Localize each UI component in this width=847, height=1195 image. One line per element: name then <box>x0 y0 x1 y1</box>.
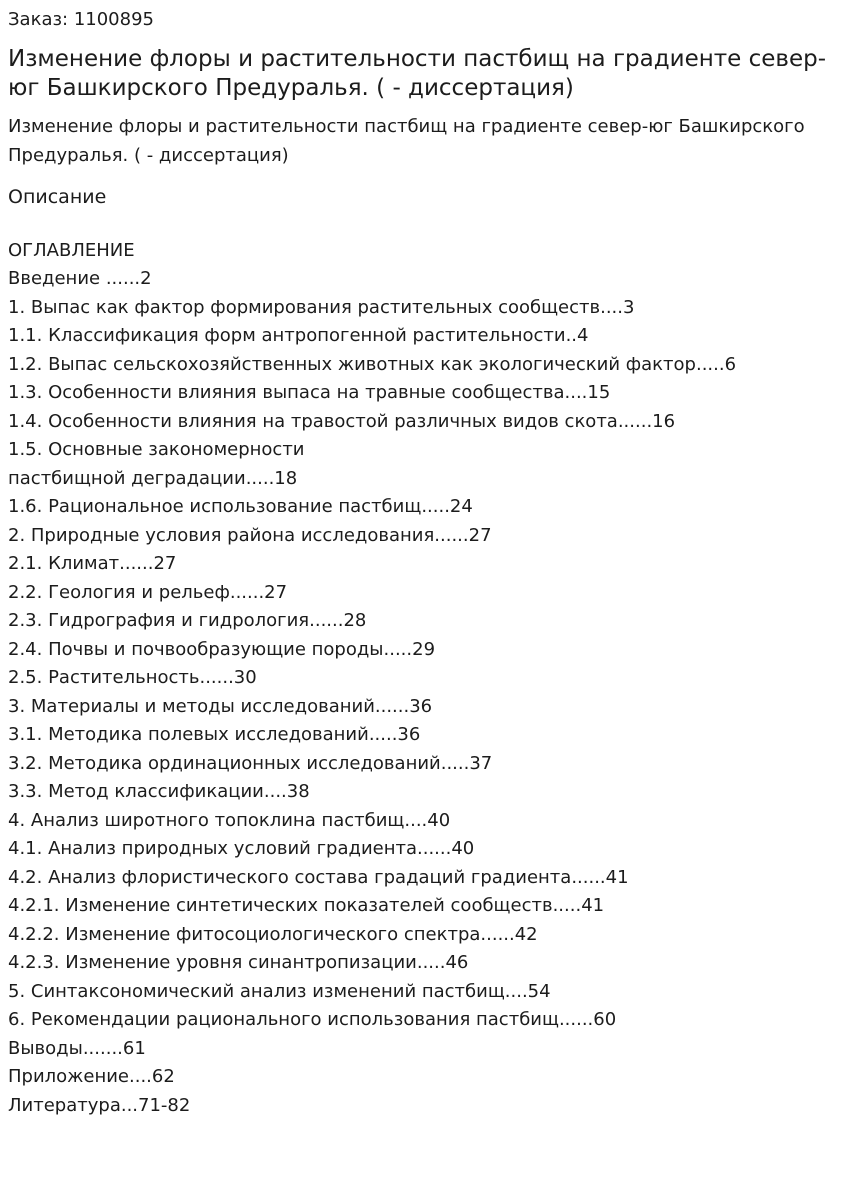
toc-item: 1.1. Классификация форм антропогенной растительности..4 <box>8 325 589 346</box>
toc-item: пастбищной деградации.....18 <box>8 467 298 489</box>
toc-item: 3.3. Метод классификации....38 <box>8 781 310 802</box>
toc-item: 2.1. Климат......27 <box>8 553 177 574</box>
toc-item: 4.2. Анализ флористического состава градаций градиента......41 <box>8 866 629 888</box>
toc-heading: ОГЛАВЛЕНИЕ <box>8 240 135 261</box>
toc-item: 2.4. Почвы и почвообразующие породы.....29 <box>8 638 436 660</box>
toc-item: 1.2. Выпас сельскохозяйственных животных как экологический фактор.....6 <box>8 353 737 375</box>
toc-item: 1.3. Особенности влияния выпаса на травные сообщества....15 <box>8 382 611 403</box>
page-subtitle: Изменение флоры и растительности пастбищ на градиенте север-юг Башкирского Предуралья. ( - диссертация) <box>8 116 805 166</box>
toc-item: Выводы.......61 <box>8 1037 146 1059</box>
description-heading: Описание <box>8 186 107 208</box>
toc-item: 1.6. Рациональное использование пастбищ.....24 <box>8 496 473 517</box>
toc-item: 6. Рекомендации рационального использования пастбищ......60 <box>8 1009 617 1030</box>
toc-item: 1.5. Основные закономерности <box>8 439 305 460</box>
toc-item: 4.2.1. Изменение синтетических показателей сообществ.....41 <box>8 895 605 916</box>
toc-item: 2. Природные условия района исследования......27 <box>8 524 492 546</box>
toc-item: Литература...71-82 <box>8 1094 191 1116</box>
toc-item: 1. Выпас как фактор формирования растительных сообществ....3 <box>8 296 635 318</box>
toc-item: 2.2. Геология и рельеф......27 <box>8 581 288 603</box>
toc-item: 2.5. Растительность......30 <box>8 667 257 688</box>
table-of-contents <box>8 265 839 1120</box>
toc-item: 3.1. Методика полевых исследований.....36 <box>8 724 421 745</box>
page-title: Изменение флоры и растительности пастбищ на градиенте север-юг Башкирского Предуралья. ( - диссертация) <box>8 46 827 101</box>
toc-item: 1.4. Особенности влияния на травостой различных видов скота......16 <box>8 410 676 432</box>
toc-item: 3. Материалы и методы исследований......36 <box>8 695 433 717</box>
toc-item: Введение ......2 <box>8 268 152 289</box>
toc-item: 4.2.3. Изменение уровня синантропизации.....46 <box>8 952 469 973</box>
toc-item: 4. Анализ широтного топоклина пастбищ....40 <box>8 809 451 831</box>
toc-item: 2.3. Гидрография и гидрология......28 <box>8 610 367 631</box>
toc-item: 5. Синтаксономический анализ изменений пастбищ....54 <box>8 980 551 1002</box>
toc-item: 3.2. Методика ординационных исследований.....37 <box>8 752 493 774</box>
toc-item: 4.1. Анализ природных условий градиента......40 <box>8 838 475 859</box>
toc-item: 4.2.2. Изменение фитосоциологического спектра......42 <box>8 923 538 945</box>
order-number: Заказ: 1100895 <box>8 9 154 30</box>
toc-item: Приложение....62 <box>8 1066 175 1087</box>
